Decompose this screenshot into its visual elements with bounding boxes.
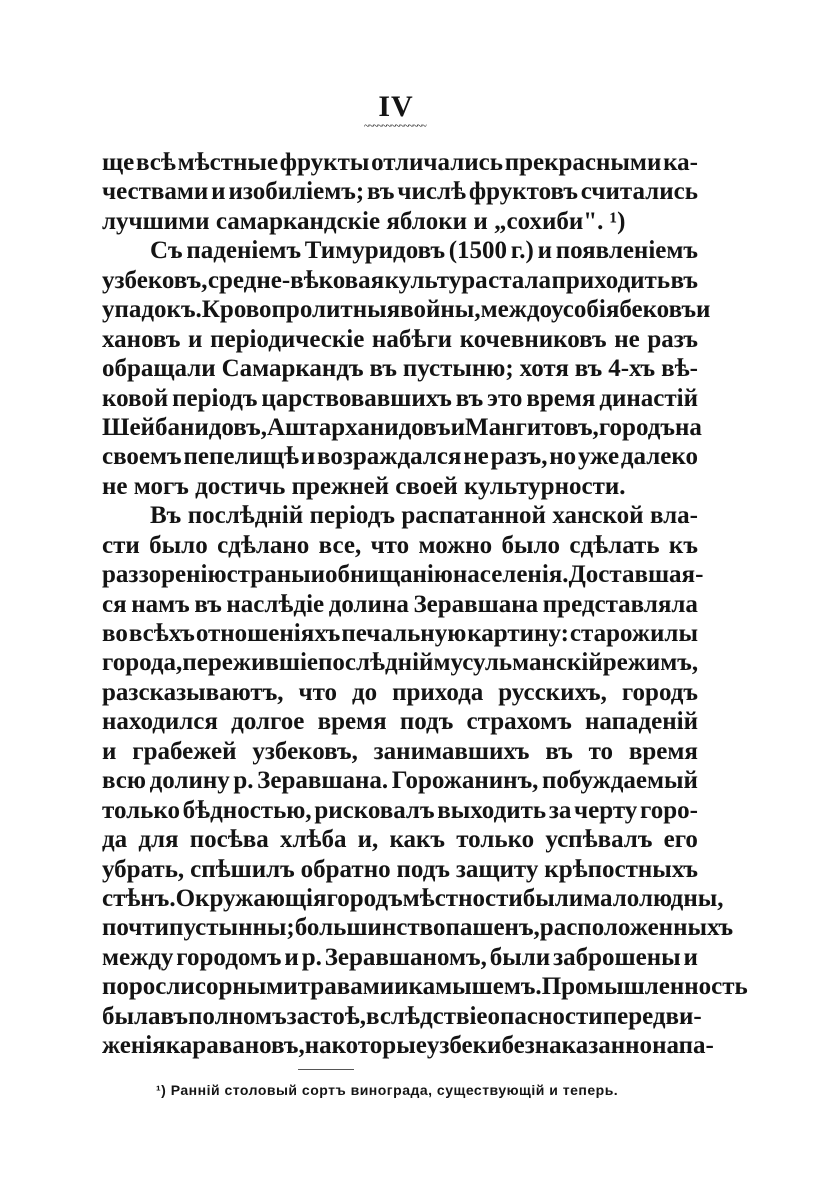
text-line: ще всѣ мѣстные фрукты отличались прекрасными ка- (102, 149, 698, 176)
text-line: раззоренію страны и обнищанію населенія. Доставшая- (102, 561, 704, 589)
text-line: стѣнъ. Окружающія городъ мѣстности были малолюдны, (102, 884, 724, 912)
text-line: лучшими самаркандскіе яблоки и „сохиби". ¹) (102, 207, 626, 235)
text-line: узбековъ, средне-вѣковая культура стала приходить въ (102, 266, 698, 294)
text-line: Съ паденіемъ Тимуридовъ (1500 г.) и появленіемъ (150, 237, 698, 265)
text-line: ся намъ въ наслѣдіе долина Зеравшана представляла (102, 590, 698, 618)
text-line: между городомъ и р. Зеравшаномъ, были заброшены и (102, 943, 698, 971)
body-text (102, 148, 748, 1061)
page-number: IV (378, 90, 414, 123)
text-line: Шейбанидовъ, Аштарханидовъ и Мангитовъ, городъ на (102, 413, 702, 441)
text-line: ковой періодъ царствовавшихъ въ это время династій (102, 384, 698, 412)
text-line: упадокъ. Кровопролитныя войны, междоусобія бековъ и (102, 296, 711, 324)
text-line: обращали Самаркандъ въ пустыню; хотя въ 4-хъ вѣ- (102, 355, 698, 383)
text-line: сти было сдѣлано все, что можно было сдѣлать къ (102, 531, 698, 559)
text-line: была въ полномъ застоѣ, вслѣдствіе опасности передви- (102, 1002, 702, 1030)
text-line: хановъ и періодическіе набѣги кочевниковъ не разъ (102, 325, 698, 353)
text-line: разсказываютъ, что до прихода русскихъ, городъ (102, 678, 698, 706)
text-line: да для посѣва хлѣба и, какъ только успѣвалъ его (102, 826, 698, 854)
text-line: только бѣдностью, рисковалъ выходить за черту горо- (102, 796, 698, 824)
text-line: почти пустынны; большинство пашенъ, расположенныхъ (102, 914, 734, 942)
text-line: и грабежей узбековъ, занимавшихъ въ то время (102, 737, 698, 765)
text-line: чествами и изобиліемъ; въ числѣ фруктовъ считались (102, 178, 698, 206)
text-line: всю долину р. Зеравшана. Горожанинъ, побуждаемый (102, 767, 698, 795)
text-line: своемъ пепелищѣ и возраждался не разъ, но уже далеко (102, 443, 698, 471)
page-number-ornament: ~~~~~~~~~~~~~~ (364, 124, 426, 130)
text-line: не могъ достичь прежней своей культурности. (102, 472, 626, 500)
text-line: Въ послѣдній періодъ распатанной ханской вла- (150, 502, 698, 530)
footnote: ¹) Раннiй столовый сортъ винограда, существующій и теперь. (156, 1082, 619, 1098)
text-line: женія каравановъ, на которые узбеки безнаказанно напа- (102, 1032, 714, 1060)
footnote-divider (298, 1069, 354, 1070)
text-line: находился долгое время подъ страхомъ нападеній (102, 708, 698, 736)
text-line: поросли сорными травами и камышемъ. Промышленность (102, 973, 748, 1001)
text-line: во всѣхъ отношеніяхъ печальную картину: старожилы (102, 620, 698, 647)
text-line: города, пережившіе послѣдній мусульманскій режимъ, (102, 649, 699, 677)
text-line: убрать, спѣшилъ обратно подъ защиту крѣпостныхъ (102, 855, 698, 883)
